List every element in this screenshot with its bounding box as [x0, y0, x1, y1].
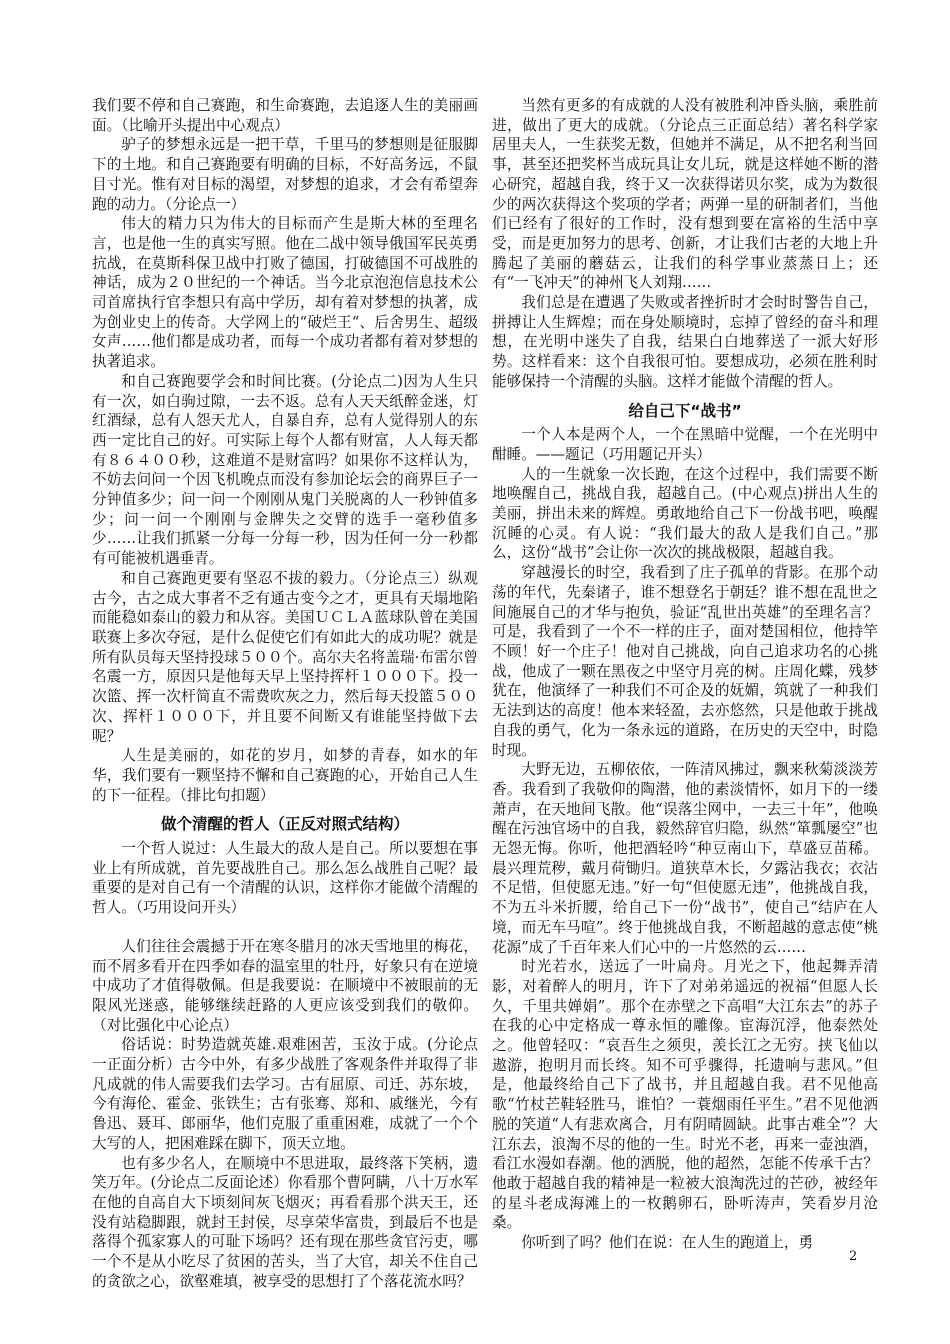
paragraph: 时光若水，送远了一叶扁舟。月光之下，他起舞弄清影，对着醉人的明月，许下了对弟弟遥远的祝福“但愿人长久，千里共婵娟”。那个在赤壁之下高唱“大江东去”的苏子在我的心中定格成一尊永恒的雕像。宦海沉浮，他泰然处之。他曾轻叹：“哀吾生之须臾，羡长江之无穷。挟飞仙以遨游，抱明月而长终。知不可乎骤得，托遗响与悲风。”但是，他最终给自己下了战书，并且超越自我。君不见他高歌“竹杖芒鞋轻胜马，谁怕？一蓑烟雨任平生。”君不见他洒脱的笑道“人有悲欢离合，月有阴晴圆缺。此事古难全”？大江东去，浪淘不尽的他的一生。时光不老，再来一壶浊酒，看江水漫如春潮。他的洒脱，他的超然，怎能不传承千古？他敢于超越自我的精神是一粒被大浪淘洗过的芒砂，被经年的星斗老成海滩上的一枚鹅卵石，卧听涛声，笑看岁月沧桑。 — [492, 958, 878, 1232]
right-column — [492, 96, 878, 1253]
paragraph: 一个哲人说过：人生最大的敌人是自己。所以要想在事业上有所成就，首先要战胜自己。那么怎么战胜自己呢？最重要的是对自己有一个清醒的认识，这样你才能做个清醒的哲人。（巧用设问开头） — [92, 840, 478, 917]
paragraph: 我们要不停和自己赛跑，和生命赛跑，去追逐人生的美丽画面。（比喻开头提出中心观点） — [92, 97, 478, 134]
spacer — [92, 918, 478, 937]
paragraph: 也有多少名人，在顺境中不思进取，最终落下笑柄，遗笑万年。(分论点二反面论述）你看那个曹阿瞒，八十万水军在他的自高自大下顷刻间灰飞烟灭；再看看那个洪天王，还没有站稳脚跟，就封王封侯，尽享荣华富贵，到最后不也是落得个孤家寡人的可耻下场吗？还有现在那些贪官污吏，哪一个不是从小吃尽了贫困的苦头，当了大官，却关不住自己的贪欲之心，欲壑难填，被享受的思想打了个落花流水吗？ — [92, 1154, 478, 1290]
paragraph: 人生是美丽的，如花的岁月，如梦的青春，如水的年华，我们要有一颗坚持不懈和自己赛跑的心，开始自己人生的下一征程。（排比句扣题） — [92, 747, 478, 804]
paragraph: 驴子的梦想永远是一把干草，千里马的梦想则是征服脚下的土地。和自己赛跑要有明确的目标，不好高务远，不鼠目寸光。惟有对目标的渴望，对梦想的追求，才会有希望奔跑的动力。（分论点一） — [92, 136, 478, 213]
page-number: 2 — [849, 1249, 858, 1264]
paragraph: 当然有更多的有成就的人没有被胜利冲昏头脑，乘胜前进，做出了更大的成就。（分论点三正面总结）著名科学家居里夫人，一生获奖无数，但她并不满足，从不把名利当回事，甚至还把奖杯当成玩具让女儿玩，就是这样她不断的潜心研究，超越自我，终于又一次获得诺贝尔奖，成为为数很少的两次获得这个奖项的学者；两弹一星的研制者们，当他们已经有了很好的工作时，没有想到要在富裕的生活中享受，而是更加努力的思考、创新，才让我们古老的大地上升腾起了美丽的蘑菇云，让我们的科学事业蒸蒸日上；还有“一飞冲天”的神州飞人刘翔…… — [492, 97, 878, 292]
paragraph: 人的一生就象一次长跑，在这个过程中，我们需要不断地唤醒自己，挑战自我，超越自己。(中心观点)拼出人生的美丽，拼出未来的辉煌。勇敢地给自己下一份战书吧，唤醒沉睡的心灵。有人说：“我们最大的敌人是我们自己。”那么，这份“战书”会让你一次次的挑战极限，超越自我。 — [492, 465, 878, 562]
paragraph: 穿越漫长的时空，我看到了庄子孤单的背影。在那个动荡的年代，先秦诸子，谁不想登名于朝廷？谁不想在乱世之间施展自己的才华与抱负，验证“乱世出英雄”的至理名言？可是，我看到了一个不一样的庄子，面对楚国相位，他持竿不顾！好一个庄子！他对自己挑战，向自己追求功名的心挑战，他成了一颗在黑夜之中坚守月亮的树。庄周化蝶，残梦犹在，他演绎了一种我们不可企及的妩媚，筑就了一种我们无法到达的高度！他本来轻盈，去亦悠然，只是他敢于挑战自我的勇气，化为一条永远的道路，在历史的天空中，时隐时现。 — [492, 564, 878, 759]
paragraph: 伟大的精力只为伟大的目标而产生是斯大林的至理名言，也是他一生的真实写照。他在二战中领导俄国军民英勇抗战，在莫斯科保卫战中打败了德国，打破德国不可战胜的神话，成为２０世纪的一个神话。当今北京泡泡信息技术公司首席执行官李想只有高中学历，却有着对梦想的执著，成为创业史上的传奇。大学网上的“破烂王“、后舍男生、超级女声……他们都是成功者，而每一个成功者都有着对梦想的执著追求。 — [92, 215, 478, 371]
paragraph: 一个人本是两个人，一个在黑暗中觉醒，一个在光明中酣睡。——题记（巧用题记开头） — [492, 426, 878, 463]
left-column — [92, 96, 478, 1291]
paragraph: 和自己赛跑更要有坚忍不拔的毅力。（分论点三）纵观古今，古之成大事者不乏有通古变今之才，更具有天塌地陷而能稳如泰山的毅力和从容。美国ＵＣＬＡ蓝球队曾在美国联赛上多次夺冠，是什么促使它们有如此大的成功呢？就是所有队员每天坚持投球５００个。高尔夫名将盖瑞·布雷尔曾名震一方，原因只是他每天早上坚持挥杆１０００下。投一次篮、挥一次杆简直不需费吹灰之力，然后每天投篮５００次、挥杆１０００下，并且要不间断又有谁能坚持做下去呢？ — [92, 569, 478, 745]
paragraph: 和自己赛跑要学会和时间比赛。(分论点二)因为人生只有一次，如白驹过隙，一去不返。总有人天天纸醉金迷，灯红酒绿，总有人怨天尤人，自暴自弃，总有人觉得别人的东西一定比自己的好。可实际上每个人都有财富，人人每天都有８６４００秒，这难道不是财富吗？如果你不这样认为，不妨去问问一个因飞机晚点而没有参加论坛会的商界巨子一分钟值多少；问一问一个刚刚从鬼门关脱离的人一秒钟值多少；问一问一个刚刚与金牌失之交臂的选手一毫秒值多少……让我们抓紧一分每一分每一秒，因为任何一分一秒都有可能被机遇垂青。 — [92, 372, 478, 568]
section-heading: 给自己下“战书” — [628, 401, 742, 420]
paragraph: 俗话说：时势造就英雄.艰难困苦，玉汝于成。(分论点一正面分析）古今中外，有多少战胜了客观条件并取得了非凡成就的伟人需要我们去学习。古有屈原、司迁、苏东坡，今有海伦、霍金、张铁生；古有张骞、郑和、戚继光，今有鲁迅、聂耳、郎丽华，他们克服了重重困难，成就了一个个大写的人，把困难踩在脚下，顶天立地。 — [92, 1036, 478, 1152]
paragraph: 人们往往会震撼于开在寒冬腊月的冰天雪地里的梅花，而不屑多看开在四季如春的温室里的牡丹，好象只有在逆境中成功了才值得敬佩。但是我要说：在顺境中不被眼前的无限风光迷惑，能够继续赶路的人更应该受到我们的敬仰。（对比强化中心论点） — [92, 937, 478, 1034]
paragraph: 你听到了吗？他们在说：在人生的跑道上，勇 — [521, 1234, 814, 1252]
paragraph: 大野无边，五柳依依，一阵清风拂过，飘来秋菊淡淡芳香。我看到了我敬仰的陶潜，他的素淡情怀，如月下的一缕萧声，在天地间飞散。他“误落尘网中，一去三十年”，他唤醒在污浊官场中的自我，毅然辞官归隐，纵然“箪瓢屡空”也无怨无悔。你听，他把酒轻吟“种豆南山下，草盛豆苗稀。晨兴理荒秽，戴月荷锄归。道狭草木长，夕露沾我衣；衣沾不足惜，但使愿无违。”好一句“但使愿无违”，他挑战自我，不为五斗米折腰，给自己下一份“战书”，使自己“结庐在人境，而无车马喧”。终于他挑战自我，不断超越的意志使“桃花源”成了千百年来人们心中的一片悠然的云…… — [492, 761, 878, 956]
paragraph: 我们总是在遭遇了失败或者挫折时才会时时警告自己，拼搏让人生辉煌；而在身处顺境时，忘掉了曾经的奋斗和理想，在光明中迷失了自我，结果白白地葬送了一派大好形势。这样看来：这个自我很可怕。要想成功，必须在胜利时能够保持一个清醒的头脑。这样才能做个清醒的哲人。 — [492, 294, 878, 390]
section-heading: 做个清醒的哲人（正反对照式结构） — [160, 815, 409, 834]
